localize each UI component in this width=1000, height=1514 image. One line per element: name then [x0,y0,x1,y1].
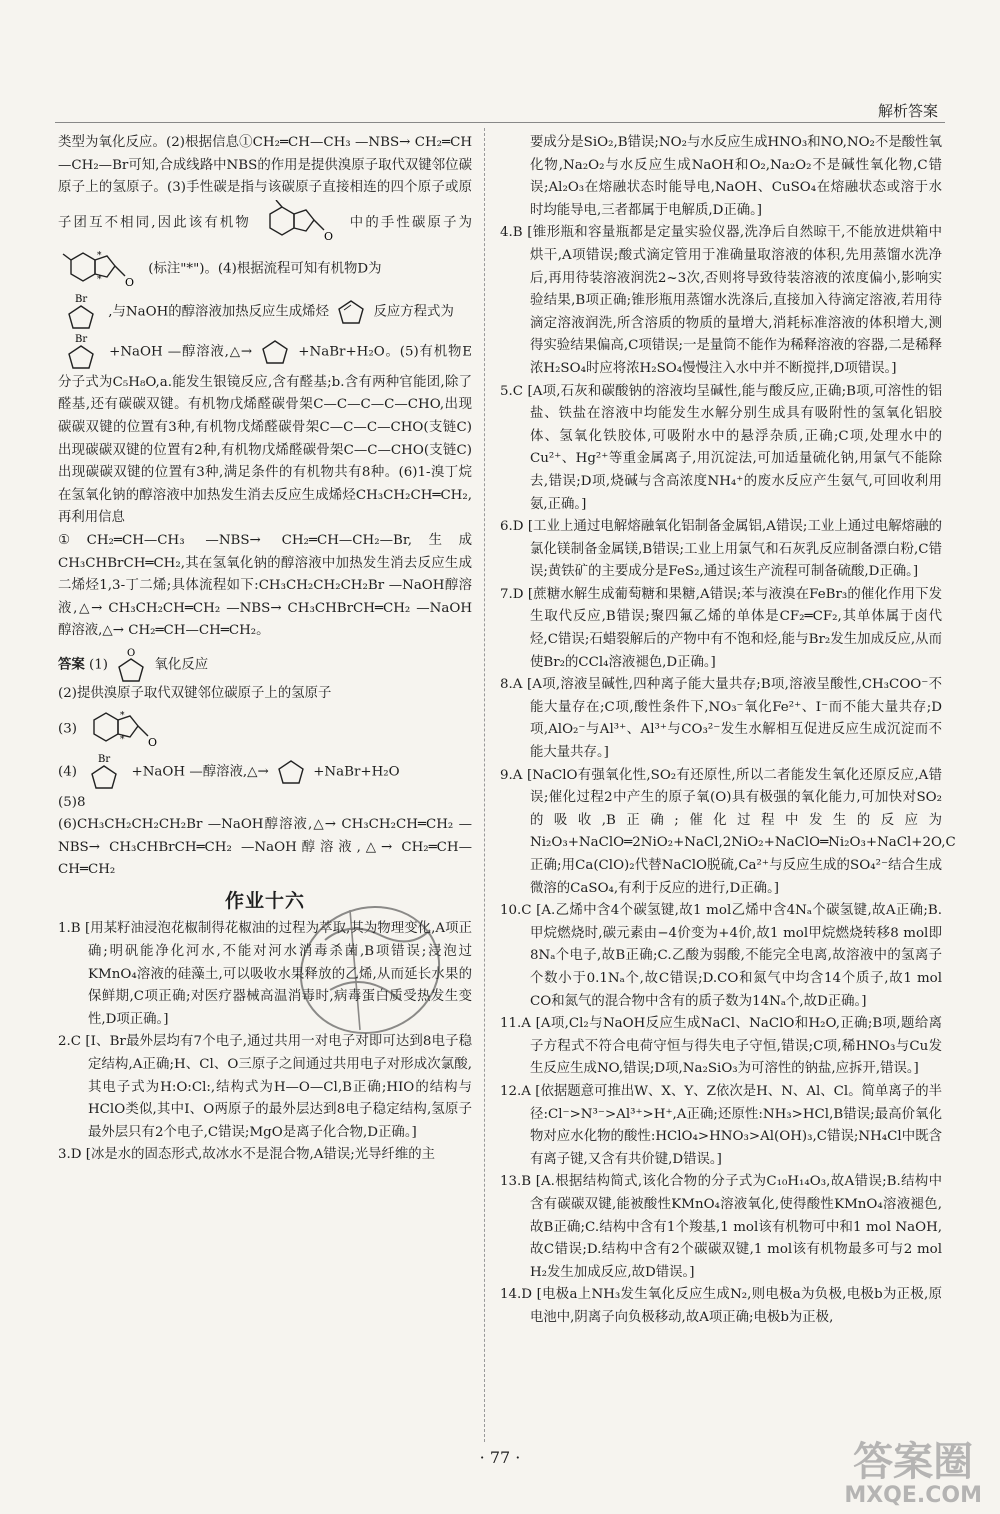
column-divider [484,128,485,1442]
svg-text:Br: Br [75,293,88,305]
answer-line-1: 答案 (1) O 氧化反应 [58,647,472,683]
watermark-logo [844,1441,982,1508]
cyclopentanone-structure [115,647,147,683]
svg-text:*: * [120,734,125,745]
question-7: 7.D [蔗糖水解生成葡萄糖和果糖,A错误;苯与液溴在FeBr₃的催化作用下发生取代反应,B错误;聚四氟乙烯的单体是CF₂═CF₂,其单体属于卤代烃,C错误;石蜡裂解后的产物中有不饱和烃,能与Br₂发生加成反应,从而使Br₂的CCl₄溶液褪色,D正确。] [500,586,942,670]
left-column [58,132,472,1167]
page-number: · 77 · [479,1448,521,1467]
answer-bromocyclopentene [84,752,124,792]
chiral-carbon-structure [61,246,141,292]
question-5: 5.C [A项,石灰和碳酸钠的溶液均呈碱性,能与酸反应,正确;B项,可溶性的铝盐、铁盐在溶液中均能发生水解分别生成具有吸附性的氢氧化铝胶体、氢氧化铁胶体,可吸附水中的悬浮杂质,正确;C项,处理水中的Cu²⁺、Hg²⁺等重金属离子,用沉淀法,可加适量硫化钠,用氯气不能除去,错误;D项,烧碱与含高浓度NH₄⁺的废水反应产生氨气,可回收利用氨,正确。] [500,383,942,512]
question-3: 3.D [冰是水的固态形式,故冰水不是混合物,A错误;光导纤维的主 [58,1147,436,1163]
question-12: 12.A [依据题意可推出W、X、Y、Z依次是H、N、Al、Cl。简单离子的半径:Cl⁻>N³⁻>Al³⁺>H⁺,A正确;还原性:NH₃>HCl,B错误;最高价氧化物对应水化物的酸性:HClO₄>HNO₃>Al(OH)₃,C错误;NH₄Cl中既含有离子键,又含有共价键,D错误。] [500,1083,942,1167]
header-rule [55,122,945,123]
right-column [500,132,956,1329]
homework-title: 作业十六 [224,889,305,912]
watermark-line-1: 答案圈 [853,1439,974,1485]
cyclopentadiene-structure-2 [260,337,290,367]
cyclopentadiene-structure [336,297,366,327]
answer-line-3: (3) O * * [58,706,472,752]
left-paragraph-1: 类型为氧化反应。(2)根据信息①CH₂═CH—CH₃ —NBS→ CH₂═CH—CH₂—Br可知,合成线路中NBS的作用是提供溴原子取代双键邻位碳原子上的氢原子。(3)手性碳是指与该碳原子直接相连的四个原子或原子团互不相同,因此该有机物 O 中的手性碳原子为 O * * (标注"*")。(4)根据流程可知有机物D为 [58,132,472,292]
left-paragraph-3: Br +NaOH —醇溶液,△→ +NaBr+H₂O。(5)有机物E分子式为C₅H₈O,a.能发生银镜反应,含有醛基;b.含有两种官能团,除了醛基,还有碳碳双键。有机物戊烯醛碳骨架C—C—C—C—CHO,出现碳碳双键的位置有3种,有机物戊烯醛碳骨架C—C—C—CHO(支链C)出现碳碳双键的位置有2种,有机物戊烯醛碳骨架C—C—CHO(支链C)出现碳碳双键的位置有3种,满足条件的有机物共有8种。(6)1-溴丁烷在氢氧化钠的醇溶液中加热发生消去反应生成烯烃CH₃CH₂CH═CH₂,再利用信息 [58,333,472,526]
question-3-continued: 要成分是SiO₂,B错误;NO₂与水反应生成HNO₃和NO,NO₂不是酸性氧化物,Na₂O₂与水反应生成NaOH和O₂,Na₂O₂不是碱性氧化物,C错误;Al₂O₃在熔融状态时能导电,NaOH、CuSO₄在熔融状态或溶于水时均能导电,三者都属于电解质,D正确。] [530,135,942,218]
answer-chiral-structure [84,706,164,752]
question-8: 8.A [A项,溶液呈碱性,四种离子能大量共存;B项,溶液呈酸性,CH₃COO⁻不能大量存在;C项,酸性条件下,NO₃⁻氧化Fe²⁺、I⁻而不能大量共存;D项,AlO₂⁻与Al³⁺、Al³⁺与CO₃²⁻发生水解相互促进反应生成沉淀而不能大量共存。] [500,677,942,761]
bicyclic-ketone-structure [260,200,340,246]
question-1: 1.B [用某籽油浸泡花椒制得花椒油的过程为萃取,其为物理变化,A项正确;明矾能净化河水,不能对河水消毒杀菌,B项错误;浸泡过KMnO₄溶液的硅藻土,可以吸收水果释放的乙烯,从而延长水果的保鲜期,C项正确;对医疗器械高温消毒时,病毒蛋白质受热发生变性,D项正确。] [58,921,472,1027]
page-header-title: 解析答案 [877,102,938,120]
left-paragraph-2: Br ,与NaOH的醇溶液加热反应生成烯烃 反应方程式为 [58,292,472,332]
answer-line-2: (2)提供溴原子取代双键邻位碳原子上的氢原子 [58,685,332,701]
svg-text:O: O [125,275,135,289]
answer-line-4: (4) Br +NaOH —醇溶液,△→ +NaBr+H₂O [58,752,472,792]
left-paragraph-4: ①CH₂═CH—CH₃ —NBS→ CH₂═CH—CH₂—Br,生成CH₃CHBrCH═CH₂,其在氢氧化钠的醇溶液中加热发生消去反应生成二烯烃1,3-丁二烯;具体流程如下:CH₃CH₂CH₂CH₂Br —NaOH醇溶液,△→ CH₃CH₂CH═CH₂ —NBS→ CH₃CHBrCH═CH₂ —NaOH醇溶液,△→ CH₂═CH—CH═CH₂。 [58,532,472,639]
question-4: 4.B [锥形瓶和容量瓶都是定量实验仪器,洗净后自然晾干,不能放进烘箱中烘干,A项错误;酸式滴定管用于准确量取溶液的体积,先用蒸馏水洗净后,再用待装溶液润洗2~3次,否则将导致待装溶液的浓度偏小,影响实验结果,B项正确;锥形瓶用蒸馏水洗涤后,直接加入待滴定溶液,若用待滴定溶液润洗,所含溶质的物质的量增大,消耗标准溶液的体积增大,测得实验结果偏高,C项错误;一是量筒不能作为稀释溶液的容器,二是稀释浓H₂SO₄时应将浓H₂SO₄慢慢注入水中并不断搅拌,D项错误。] [500,225,942,376]
answer-line-6: (6)CH₃CH₂CH₂CH₂Br —NaOH醇溶液,△→ CH₃CH₂CH═CH₂ —NBS→ CH₃CHBrCH═CH₂ —NaOH醇溶液,△→ CH₂═CH—CH═CH₂ [58,817,472,878]
svg-text:*: * [97,250,102,261]
svg-text:Br: Br [98,753,111,765]
question-11: 11.A [A项,Cl₂与NaOH反应生成NaCl、NaClO和H₂O,正确;B项,题给离子方程式不符合电荷守恒与得失电子守恒,错误;C项,稀HNO₃与Cu发生反应生成NO,错误;D项,Na₂SiO₃为可溶性的钠盐,应拆开,错误。] [500,1016,942,1077]
svg-text:*: * [120,710,125,721]
svg-text:*: * [97,274,102,285]
svg-text:O: O [127,647,136,659]
bromocyclopentene-structure-2 [61,332,101,372]
question-10: 10.C [A.乙烯中含4个碳氢键,故1 mol乙烯中含4Nₐ个碳氢键,故A正确;B.甲烷燃烧时,碳元素由−4价变为+4价,故1 mol甲烷燃烧转移8 mol即8Nₐ个电子,故B正确;C.乙酸为弱酸,不能完全电离,故溶液中的氢离子个数小于0.1Nₐ个,故C错误;D.CO和氮气中均含14个质子,故1 mol CO和氮气的混合物中含有的质子数为14Nₐ个,故D正确。] [500,903,942,1009]
answer-cyclopentadiene [276,757,306,787]
bromocyclopentene-structure [61,292,101,332]
question-2: 2.C [I、Br最外层均有7个电子,通过共用一对电子对即可达到8电子稳定结构,A正确;H、Cl、O三原子之间通过共用电子对形成次氯酸,其电子式为H:O:Cl:,结构式为H—O—Cl,B正确;HIO的结构与HClO类似,其中I、O两原子的最外层达到8电子稳定结构,氢原子最外层只有2个电子,C错误;MgO是离子化合物,D正确。] [58,1034,472,1140]
question-6: 6.D [工业上通过电解熔融氧化铝制备金属铝,A错误;工业上通过电解熔融的氯化镁制备金属镁,B错误;工业上用氯气和石灰乳反应制备漂白粉,C错误;黄铁矿的主要成分是FeS₂,通过该生产流程可制备硫酸,D正确。] [500,519,942,580]
answer-label: 答案 [58,657,85,673]
question-9: 9.A [NaClO有强氧化性,SO₂有还原性,所以二者能发生氧化还原反应,A错误;催化过程2中产生的原子氧(O)具有极强的氧化能力,可加快对SO₂的吸收,B正确;催化过程中发生的反应为Ni₂O₃+NaClO═2NiO₂+NaCl,2NiO₂+NaClO═Ni₂O₃+NaCl+2O,C正确;用Ca(ClO)₂代替NaClO脱硫,Ca²⁺与反应生成的SO₄²⁻结合生成微溶的CaSO₄,有利于反应的进行,D正确。] [500,767,956,896]
question-13: 13.B [A.根据结构简式,该化合物的分子式为C₁₀H₁₄O₃,故A错误;B.结构中含有碳碳双键,能被酸性KMnO₄溶液氧化,使得酸性KMnO₄溶液褪色,故B正确;C.结构中含有1个羧基,1 mol该有机物可中和1 mol NaOH,故C错误;D.结构中含有2个碳碳双键,1 mol该有机物最多可与2 mol H₂发生加成反应,故D错误。] [500,1174,942,1280]
svg-text:Br: Br [75,333,88,345]
question-14: 14.D [电极a上NH₃发生氧化反应生成N₂,则电极a为负极,电极b为正极,原电池中,阴离子向负极移动,故A项正确;电极b为正极, [500,1287,942,1325]
watermark-line-2: MXQE.COM [844,1483,982,1508]
answer-line-5: (5)8 [58,794,86,810]
svg-text:O: O [148,735,158,749]
svg-text:O: O [324,229,334,243]
